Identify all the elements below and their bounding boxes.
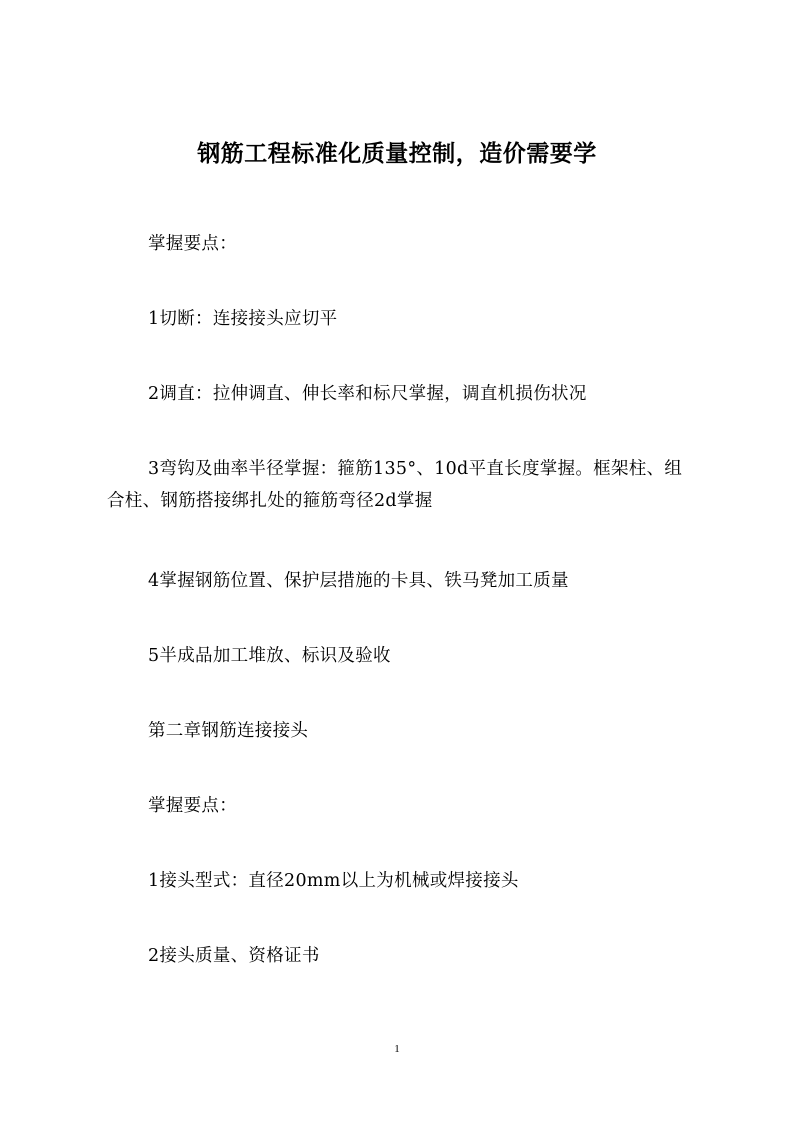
chapter-heading-connection: 第二章钢筋连接接头: [148, 721, 309, 741]
paragraph-key-points-1: 掌握要点：: [148, 234, 237, 254]
paragraph-straightening: 2调直：拉伸调直、伸长率和标尺掌握，调直机损伤状况: [148, 384, 587, 404]
document-title: 钢筋工程标准化质量控制，造价需要学: [197, 141, 597, 167]
paragraph-cutting: 1切断：连接接头应切平: [148, 309, 338, 329]
paragraph-hook-bending: 3弯钩及曲率半径掌握：箍筋135°、10d平直长度掌握。框架柱、组合柱、钢筋搭接绑扎处的箍筋弯径2d掌握: [107, 459, 683, 511]
paragraph-joint-quality: 2接头质量、资格证书: [148, 946, 320, 966]
page-number: 1: [394, 1043, 400, 1055]
paragraph-joint-type: 1接头型式：直径20mm以上为机械或焊接接头: [148, 871, 519, 891]
paragraph-key-points-2: 掌握要点：: [148, 796, 237, 816]
paragraph-semi-finished: 5半成品加工堆放、标识及验收: [148, 646, 391, 666]
paragraph-rebar-position: 4掌握钢筋位置、保护层措施的卡具、铁马凳加工质量: [148, 571, 569, 591]
